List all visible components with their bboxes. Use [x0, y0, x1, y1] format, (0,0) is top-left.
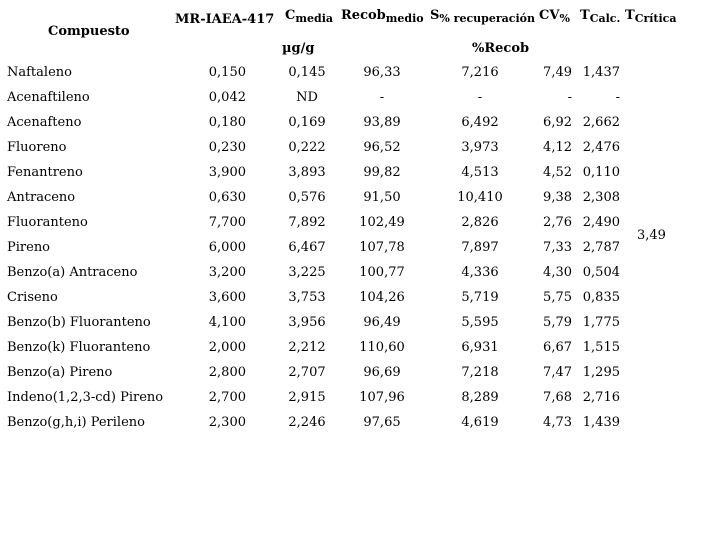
cell-tcalc: 1,515 — [582, 340, 620, 355]
header-s-base: S — [430, 8, 440, 23]
cell-recob: 96,33 — [363, 65, 401, 80]
unit-recob: %Recob — [472, 41, 530, 56]
cell-cv: 5,75 — [543, 290, 572, 305]
cell-tcalc: 1,775 — [582, 315, 620, 330]
cell-cmedia: 6,467 — [288, 240, 326, 255]
compound-name: Benzo(k) Fluoranteno — [7, 340, 151, 355]
compound-name: Naftaleno — [7, 65, 72, 80]
header-cv-sub: % — [559, 12, 570, 25]
cell-s: 6,492 — [461, 115, 499, 130]
cell-tcalc: 2,716 — [582, 390, 620, 405]
cell-recob: 93,89 — [363, 115, 401, 130]
cell-tcalc: 2,490 — [582, 215, 620, 230]
cell-cmedia: 3,225 — [288, 265, 326, 280]
cell-cmedia: ND — [296, 90, 318, 105]
header-s-recuperacion — [430, 8, 535, 25]
compound-name: Fluoranteno — [7, 215, 88, 230]
cell-s: 4,336 — [461, 265, 499, 280]
header-tcrit-sub: Crítica — [634, 12, 677, 25]
header-recob-base: Recob — [341, 8, 386, 23]
header-tcalc-base: T — [580, 8, 590, 23]
cell-cmedia: 0,145 — [288, 65, 326, 80]
cell-cv: 7,68 — [543, 390, 572, 405]
cell-mr: 0,150 — [208, 65, 246, 80]
header-recob-medio — [341, 8, 424, 25]
header-s-sub: % recuperación — [439, 12, 535, 25]
cell-cmedia: 7,892 — [288, 215, 326, 230]
cell-s: 4,619 — [461, 415, 499, 430]
cell-cmedia: 2,915 — [288, 390, 326, 405]
cell-tcalc: - — [615, 90, 620, 105]
cell-recob: 107,78 — [359, 240, 405, 255]
cell-cv: 6,92 — [543, 115, 572, 130]
header-t-critica — [625, 8, 677, 25]
cell-cmedia: 2,707 — [288, 365, 326, 380]
cell-s: 6,931 — [461, 340, 499, 355]
cell-recob: 91,50 — [363, 190, 401, 205]
cell-cmedia: 3,753 — [288, 290, 326, 305]
cell-tcalc: 1,437 — [582, 65, 620, 80]
t-critica-value: 3,49 — [637, 228, 666, 243]
cell-s: 5,595 — [461, 315, 499, 330]
compound-name: Criseno — [7, 290, 58, 305]
cell-tcalc: 0,504 — [582, 265, 620, 280]
cell-mr: 6,000 — [208, 240, 246, 255]
cell-cmedia: 2,246 — [288, 415, 326, 430]
cell-cv: 9,38 — [543, 190, 572, 205]
cell-recob: 96,52 — [363, 140, 401, 155]
cell-mr: 0,180 — [208, 115, 246, 130]
compound-name: Benzo(g,h,i) Perileno — [7, 415, 145, 430]
compound-name: Fluoreno — [7, 140, 67, 155]
cell-s: 4,513 — [461, 165, 499, 180]
cell-s: 7,216 — [461, 65, 499, 80]
header-recob-sub: medio — [385, 12, 424, 25]
cell-recob: 97,65 — [363, 415, 401, 430]
cell-cmedia: 2,212 — [288, 340, 326, 355]
cell-recob: 104,26 — [359, 290, 405, 305]
cell-cmedia: 0,169 — [288, 115, 326, 130]
cell-cmedia: 3,893 — [288, 165, 326, 180]
cell-mr: 2,000 — [208, 340, 246, 355]
cell-cv: - — [567, 90, 572, 105]
cell-mr: 3,600 — [208, 290, 246, 305]
cell-s: 10,410 — [457, 190, 503, 205]
header-mr-iaea-417: MR-IAEA-417 — [175, 12, 275, 27]
header-cv — [539, 8, 570, 25]
compound-name: Acenafteno — [7, 115, 82, 130]
cell-cv: 4,73 — [543, 415, 572, 430]
cell-cv: 7,49 — [543, 65, 572, 80]
cell-s: 8,289 — [461, 390, 499, 405]
compound-name: Antraceno — [7, 190, 76, 205]
compound-name: Indeno(1,2,3-cd) Pireno — [7, 390, 164, 405]
cell-mr: 2,800 — [208, 365, 246, 380]
header-c-media-sub: media — [295, 12, 333, 25]
header-c-media — [285, 8, 333, 25]
cell-recob: 96,69 — [363, 365, 401, 380]
cell-tcalc: 0,835 — [582, 290, 620, 305]
cell-mr: 2,300 — [208, 415, 246, 430]
cell-tcalc: 2,787 — [582, 240, 620, 255]
cell-cmedia: 0,222 — [288, 140, 326, 155]
cell-cmedia: 0,576 — [288, 190, 326, 205]
cell-cv: 4,30 — [543, 265, 572, 280]
header-compuesto: Compuesto — [48, 24, 130, 39]
compound-name: Benzo(a) Pireno — [7, 365, 113, 380]
unit-ug-g: µg/g — [282, 41, 315, 56]
cell-tcalc: 2,308 — [582, 190, 620, 205]
cell-s: 3,973 — [461, 140, 499, 155]
cell-s: 7,897 — [461, 240, 499, 255]
cell-s: 7,218 — [461, 365, 499, 380]
cell-recob: - — [379, 90, 385, 105]
cell-cv: 6,67 — [543, 340, 572, 355]
header-tcalc-sub: Calc. — [589, 12, 621, 25]
compound-name: Fenantreno — [7, 165, 83, 180]
header-tcrit-base: T — [625, 8, 635, 23]
cell-tcalc: 2,662 — [582, 115, 620, 130]
cell-cv: 4,12 — [543, 140, 572, 155]
cell-mr: 4,100 — [208, 315, 246, 330]
cell-recob: 96,49 — [363, 315, 401, 330]
cell-s: 2,826 — [461, 215, 499, 230]
header-c-media-base: C — [285, 8, 296, 23]
cell-mr: 7,700 — [208, 215, 246, 230]
cell-mr: 3,900 — [208, 165, 246, 180]
compound-name: Benzo(b) Fluoranteno — [7, 315, 151, 330]
compound-name: Pireno — [7, 240, 51, 255]
cell-tcalc: 1,295 — [582, 365, 620, 380]
compound-name: Acenaftileno — [7, 90, 90, 105]
cell-cv: 7,47 — [543, 365, 572, 380]
cell-recob: 99,82 — [363, 165, 401, 180]
cell-cmedia: 3,956 — [288, 315, 326, 330]
cell-tcalc: 2,476 — [582, 140, 620, 155]
cell-mr: 0,630 — [208, 190, 246, 205]
cell-cv: 4,52 — [543, 165, 572, 180]
cell-mr: 0,042 — [208, 90, 246, 105]
cell-recob: 107,96 — [359, 390, 405, 405]
cell-cv: 7,33 — [543, 240, 572, 255]
cell-recob: 102,49 — [359, 215, 405, 230]
cell-mr: 3,200 — [208, 265, 246, 280]
compound-name: Benzo(a) Antraceno — [7, 265, 138, 280]
cell-cv: 5,79 — [543, 315, 572, 330]
cell-recob: 110,60 — [359, 340, 405, 355]
header-cv-base: CV — [539, 8, 560, 23]
cell-s: 5,719 — [461, 290, 499, 305]
cell-tcalc: 1,439 — [582, 415, 620, 430]
cell-mr: 0,230 — [208, 140, 246, 155]
cell-recob: 100,77 — [359, 265, 405, 280]
cell-mr: 2,700 — [208, 390, 246, 405]
cell-s: - — [477, 90, 483, 105]
header-t-calc — [580, 8, 620, 25]
cell-cv: 2,76 — [543, 215, 572, 230]
cell-tcalc: 0,110 — [582, 165, 620, 180]
